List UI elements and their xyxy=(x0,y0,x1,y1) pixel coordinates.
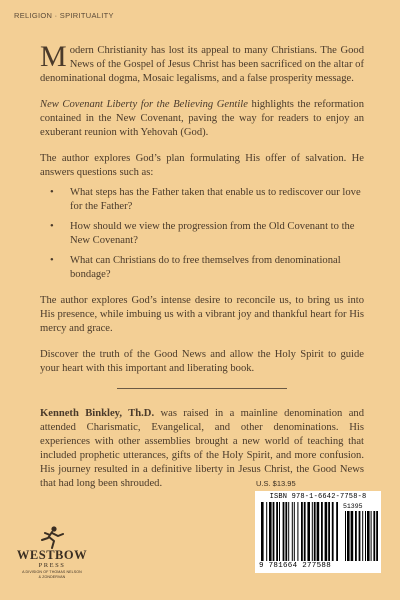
barcode-bar xyxy=(314,502,316,561)
isbn-barcode xyxy=(255,491,381,573)
publisher-logo xyxy=(14,525,90,585)
barcode-bar xyxy=(362,511,363,561)
barcode-bar xyxy=(325,502,328,561)
divider xyxy=(117,388,287,389)
publisher-name: WESTBOW xyxy=(16,548,88,562)
explores-paragraph-2: The author explores God’s intense desire to reconcile us, to bring us into His presence, while imbuing us with a vibrant joy and thankful heart for His mercy and grace. xyxy=(40,295,364,334)
barcode-bar xyxy=(285,502,287,561)
barcode-bar xyxy=(317,502,320,561)
barcode-bar xyxy=(304,502,306,561)
intro-text: odern Christianity has lost its appeal to many Christians. The Good News of the Gospel of Jesus Christ has been sacrificed on the altar of denominational dogma, Mosaic legalisms, and a false prosperity message. xyxy=(40,45,364,84)
barcode-bar xyxy=(307,502,310,561)
barcode-bar xyxy=(276,502,278,561)
barcode-bar xyxy=(292,502,293,561)
bullet-icon: • xyxy=(50,187,54,198)
question-item xyxy=(40,186,364,214)
explores-paragraph-1: The author explores God’s plan formulating His offer of salvation. He answers questions such as: xyxy=(40,153,364,178)
barcode-bar xyxy=(367,511,370,561)
barcode-bar xyxy=(283,502,285,561)
barcode-bar xyxy=(301,502,303,561)
highlight-text: highlights the reformation contained in the New Covenant, paving the way for readers to enjoy an exuberant reunion with Yehovah (God). xyxy=(40,99,364,138)
intro-paragraph xyxy=(40,40,364,86)
question-text: What steps has the Father taken that enable us to rediscover our love for the Father? xyxy=(70,187,361,212)
barcode-bar xyxy=(365,511,366,561)
barcode-bar xyxy=(321,502,323,561)
barcode-bar xyxy=(269,502,272,561)
barcode-bar xyxy=(328,502,330,561)
price-label: U.S. $13.95 xyxy=(256,479,296,488)
back-cover-copy xyxy=(40,40,364,503)
barcode-bar xyxy=(373,511,375,561)
question-list xyxy=(40,186,364,282)
question-text: How should we view the progression from the Old Covenant to the New Covenant? xyxy=(70,221,355,246)
barcode-bar xyxy=(288,502,289,561)
barcode-bar xyxy=(261,502,264,561)
barcode-bar xyxy=(347,511,350,561)
question-item xyxy=(40,220,364,248)
bullet-icon: • xyxy=(50,221,54,232)
book-title: New Covenant Liberty for the Believing Gentile xyxy=(40,99,248,110)
publisher-press: PRESS xyxy=(38,562,66,569)
runner-icon xyxy=(37,525,67,549)
barcode-bar xyxy=(266,502,267,561)
ean-digits: 9 781664 277588 xyxy=(259,562,332,570)
barcode-bar xyxy=(332,502,334,561)
bullet-icon: • xyxy=(50,255,54,266)
drop-cap: M xyxy=(40,40,67,73)
barcode-bar xyxy=(312,502,313,561)
barcode-bar xyxy=(376,511,378,561)
publisher-division-2: & ZONDERVAN xyxy=(38,574,66,579)
barcode-bar xyxy=(279,502,280,561)
price-code: 51395 xyxy=(343,503,363,510)
author-name: Kenneth Binkley, Th.D. xyxy=(40,408,155,419)
publisher-division: A DIVISION OF THOMAS NELSON xyxy=(22,570,82,574)
category-label: RELIGION · SPIRITUALITY xyxy=(14,11,114,20)
barcode-bar xyxy=(351,511,354,561)
author-bio xyxy=(40,407,364,491)
barcode-bar xyxy=(297,502,298,561)
barcode-bar xyxy=(355,511,357,561)
barcode-bar xyxy=(359,511,361,561)
isbn-label: ISBN 978-1-6642-7758-8 xyxy=(269,493,367,501)
author-bio-text: was raised in a mainline denomination and attended Charismatic, Evangelical, and other denominations. His experiences with other assemblies brought a new world of teaching that included prophetic utterances, gifts of the Holy Spirit, and more confusion. His journey resulted in a definitive liberty in Jesus Christ, the Good News that had long been shrouded. xyxy=(40,408,364,489)
question-text: What can Christians do to free themselves from denominational bondage? xyxy=(70,255,341,280)
discover-paragraph: Discover the truth of the Good News and allow the Holy Spirit to guide your heart with this important and liberating book. xyxy=(40,349,364,374)
barcode-bar xyxy=(273,502,275,561)
barcode-bar xyxy=(345,511,346,561)
barcode-bar xyxy=(336,502,338,561)
barcode-bar xyxy=(294,502,295,561)
highlight-paragraph xyxy=(40,98,364,140)
question-item xyxy=(40,254,364,282)
barcode-bar xyxy=(371,511,372,561)
